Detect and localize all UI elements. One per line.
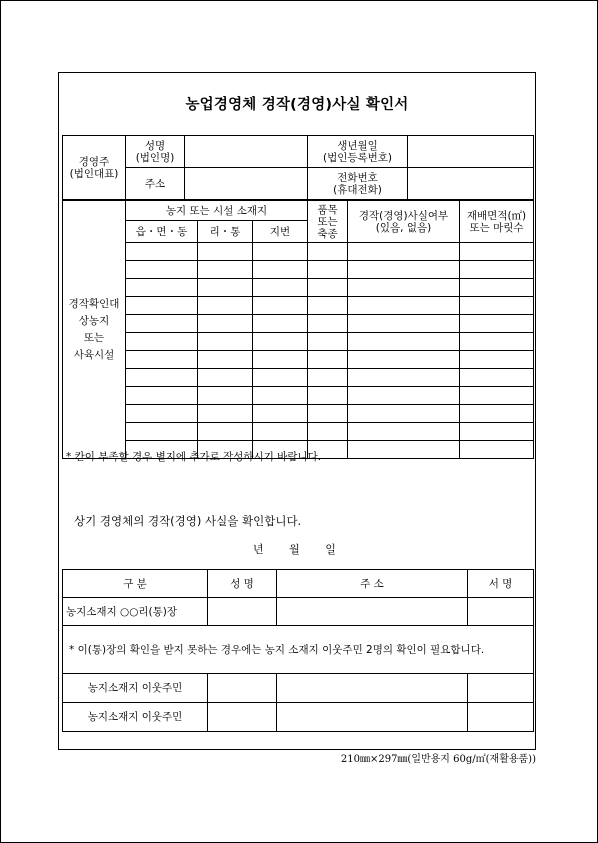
land-jibeon-field[interactable] (253, 369, 308, 387)
land-item-field[interactable] (308, 297, 348, 315)
land-eup-field[interactable] (126, 351, 198, 369)
land-jibeon-field[interactable] (253, 423, 308, 441)
land-item-field[interactable] (308, 405, 348, 423)
neighbor-2-label: 농지소재지 이웃주민 (63, 703, 208, 732)
name-label: 성명 (법인명) (126, 136, 185, 168)
eup-header: 읍・면・동 (126, 221, 198, 243)
note-space: * 칸이 부족할 경우 별지에 추가로 작성하시기 바랍니다. (66, 451, 322, 463)
land-item-field[interactable] (308, 333, 348, 351)
land-item-field[interactable] (308, 423, 348, 441)
village-head-label: 농지소재지 ○○리(통)장 (63, 598, 208, 626)
form-title: 농업경영체 경작(경영)사실 확인서 (185, 97, 409, 113)
land-fact-field[interactable] (348, 297, 460, 315)
location-header: 농지 또는 시설 소재지 (126, 201, 308, 221)
land-item-field[interactable] (308, 369, 348, 387)
village-head-address-field[interactable] (277, 598, 468, 626)
neighbor-1-address-field[interactable] (277, 674, 468, 703)
land-side-label: 경작확인대 상농지 또는 사육시설 (63, 201, 126, 459)
land-ri-field[interactable] (198, 243, 253, 261)
land-eup-field[interactable] (126, 423, 198, 441)
neighbor-2-name-field[interactable] (208, 703, 277, 732)
land-fact-field[interactable] (348, 387, 460, 405)
date-line (253, 541, 358, 557)
neighbor-1-label: 농지소재지 이웃주민 (63, 674, 208, 703)
land-table (62, 200, 534, 459)
land-area-field[interactable] (460, 279, 534, 297)
land-fact-field[interactable] (348, 369, 460, 387)
witness-table (62, 569, 534, 732)
land-area-field[interactable] (460, 423, 534, 441)
fact-header: 경작(경영)사실여부 (있음, 없음) (348, 201, 460, 243)
land-entry-row (63, 369, 534, 387)
land-item-field[interactable] (308, 315, 348, 333)
land-entry-row (63, 351, 534, 369)
land-ri-field[interactable] (198, 405, 253, 423)
land-area-field[interactable] (460, 315, 534, 333)
land-jibeon-field[interactable] (253, 405, 308, 423)
category-header: 구 분 (63, 570, 208, 598)
land-eup-field[interactable] (126, 261, 198, 279)
neighbor-1-name-field[interactable] (208, 674, 277, 703)
land-ri-field[interactable] (198, 333, 253, 351)
land-jibeon-field[interactable] (253, 351, 308, 369)
land-fact-field[interactable] (348, 315, 460, 333)
land-item-field[interactable] (308, 243, 348, 261)
date-year: 년 (253, 543, 264, 556)
land-fact-field[interactable] (348, 243, 460, 261)
land-eup-field[interactable] (126, 333, 198, 351)
land-entry-row (63, 387, 534, 405)
land-ri-field[interactable] (198, 261, 253, 279)
land-ri-field[interactable] (198, 279, 253, 297)
land-ri-field[interactable] (198, 423, 253, 441)
land-entry-row (63, 405, 534, 423)
land-item-field[interactable] (308, 387, 348, 405)
witness-note: * 이(통)장의 확인을 받지 못하는 경우에는 농지 소재지 이웃주민 2명의 확인이 필요합니다. (63, 626, 534, 674)
land-eup-field[interactable] (126, 405, 198, 423)
land-ri-field[interactable] (198, 315, 253, 333)
land-fact-field[interactable] (348, 405, 460, 423)
land-fact-field[interactable] (348, 351, 460, 369)
birth-field[interactable] (408, 136, 534, 168)
ri-header: 리・통 (198, 221, 253, 243)
address-field[interactable] (185, 168, 308, 200)
land-area-field[interactable] (460, 243, 534, 261)
witness-address-header: 주 소 (277, 570, 468, 598)
land-entry-row (63, 261, 534, 279)
sign-header: 서 명 (468, 570, 534, 598)
land-fact-field[interactable] (348, 423, 460, 441)
neighbor-1-sign-field[interactable] (468, 674, 534, 703)
area-header: 재배면적(㎡) 또는 마릿수 (460, 201, 534, 243)
land-area-field[interactable] (460, 351, 534, 369)
land-jibeon-field[interactable] (253, 279, 308, 297)
land-entry-row (63, 423, 534, 441)
confirm-text: 상기 경영체의 경작(경영) 사실을 확인합니다. (74, 514, 302, 528)
land-area-field[interactable] (460, 333, 534, 351)
land-eup-field[interactable] (126, 297, 198, 315)
land-eup-field[interactable] (126, 243, 198, 261)
land-eup-field[interactable] (126, 315, 198, 333)
witness-name-header: 성 명 (208, 570, 277, 598)
jibeon-header: 지번 (253, 221, 308, 243)
land-jibeon-field[interactable] (253, 387, 308, 405)
phone-label: 전화번호 (휴대전화) (308, 168, 408, 200)
applicant-section-label: 경영주 (법인대표) (63, 136, 126, 200)
village-head-name-field[interactable] (208, 598, 277, 626)
land-fact-field[interactable] (348, 333, 460, 351)
date-day: 일 (325, 543, 336, 556)
land-ri-field[interactable] (198, 387, 253, 405)
land-item-field[interactable] (308, 261, 348, 279)
land-area-field[interactable] (460, 261, 534, 279)
land-area-field[interactable] (460, 405, 534, 423)
land-jibeon-field[interactable] (253, 261, 308, 279)
land-entry-row (63, 243, 534, 261)
land-ri-field[interactable] (198, 369, 253, 387)
land-entry-row (63, 315, 534, 333)
land-eup-field[interactable] (126, 279, 198, 297)
land-jibeon-field[interactable] (253, 297, 308, 315)
date-month: 월 (289, 543, 300, 556)
land-area-field[interactable] (460, 441, 534, 459)
land-jibeon-field[interactable] (253, 315, 308, 333)
land-fact-field[interactable] (348, 441, 460, 459)
paper-spec-footer: 210㎜×297㎜(일반용지 60g/㎡(재활용품)) (340, 754, 536, 765)
land-entry-row (63, 279, 534, 297)
land-item-field[interactable] (308, 351, 348, 369)
land-entry-row (63, 297, 534, 315)
village-head-sign-field[interactable] (468, 598, 534, 626)
land-area-field[interactable] (460, 387, 534, 405)
land-fact-field[interactable] (348, 261, 460, 279)
land-entry-row (63, 333, 534, 351)
applicant-table (62, 135, 534, 200)
land-ri-field[interactable] (198, 297, 253, 315)
land-fact-field[interactable] (348, 279, 460, 297)
neighbor-2-address-field[interactable] (277, 703, 468, 732)
land-eup-field[interactable] (126, 387, 198, 405)
item-header: 품목 또는 축종 (308, 201, 348, 243)
land-item-field[interactable] (308, 279, 348, 297)
name-field[interactable] (185, 136, 308, 168)
address-label: 주소 (126, 168, 185, 200)
land-jibeon-field[interactable] (253, 333, 308, 351)
neighbor-2-sign-field[interactable] (468, 703, 534, 732)
land-area-field[interactable] (460, 297, 534, 315)
land-ri-field[interactable] (198, 351, 253, 369)
land-eup-field[interactable] (126, 369, 198, 387)
land-jibeon-field[interactable] (253, 243, 308, 261)
birth-label: 생년월일 (법인등록번호) (308, 136, 408, 168)
land-area-field[interactable] (460, 369, 534, 387)
phone-field[interactable] (408, 168, 534, 200)
